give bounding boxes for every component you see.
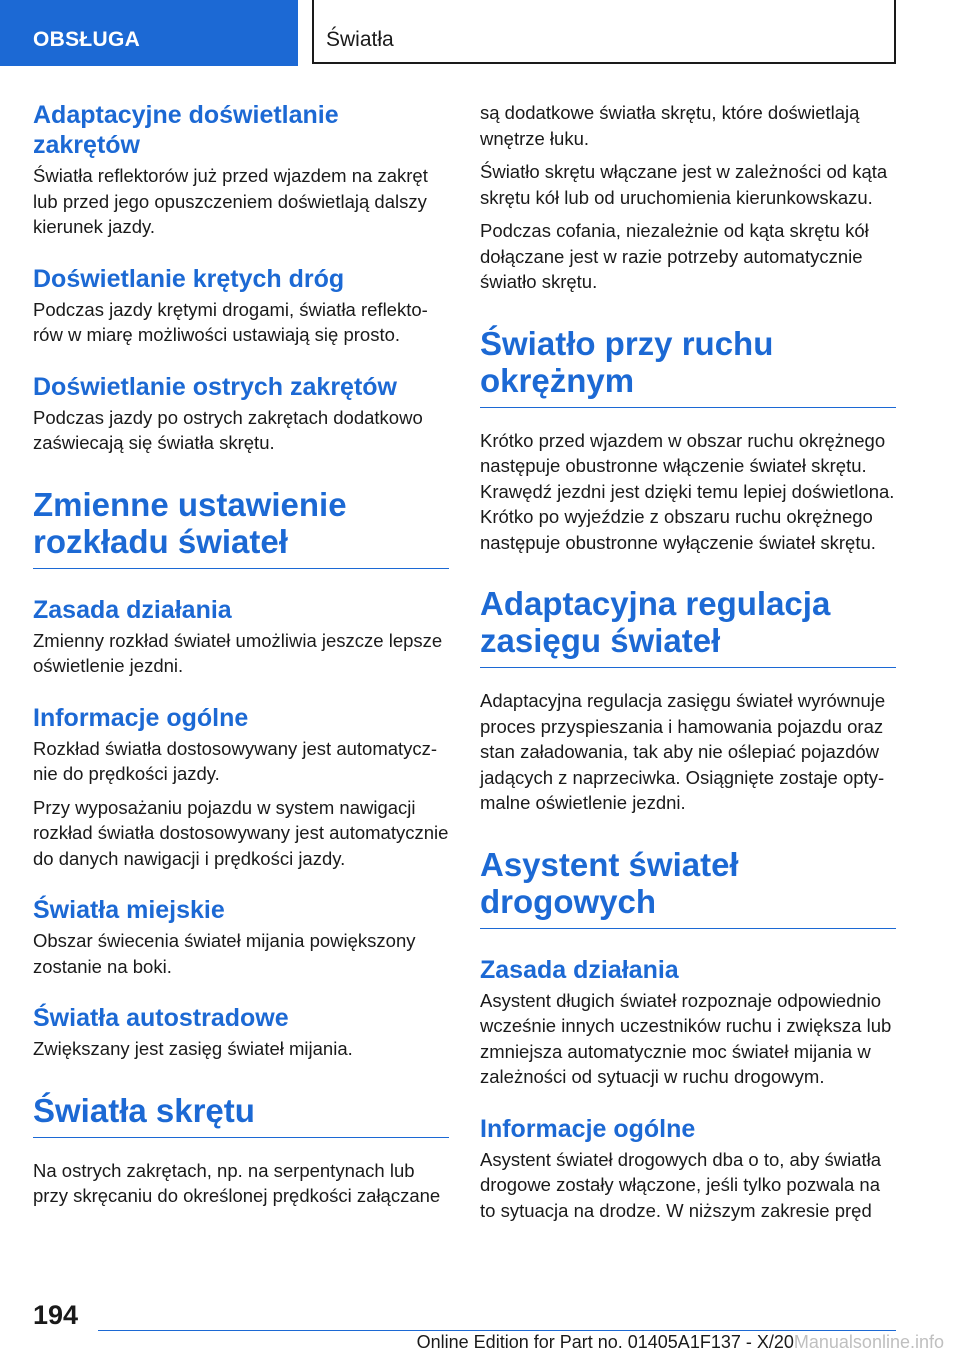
footer-divider [98, 1330, 896, 1331]
watermark-text: Manualsonline.info [793, 1332, 944, 1352]
heading-turn-lights: Światła skrętu [33, 1092, 449, 1138]
page-number: 194 [33, 1300, 79, 1330]
paragraph-headlight-range-control: Adaptacyjna regulacja zasięgu świateł wyrównuje proces przyspieszania i hamowania pojazdu oraz stan załadowania, tak aby nie oślepiać pojazdów jadących z naprzeciwka. Osiągnięte zostaje optymalne oświetlenie jezdni. [480, 690, 886, 813]
heading-winding-roads: Doświetlanie krętych dróg [33, 264, 345, 293]
heading-headlight-range-control: Adaptacyjna regulacja zasięgu świateł [480, 585, 896, 668]
section-header [312, 0, 896, 64]
chapter-title: OBSŁUGA [33, 28, 141, 51]
paragraph-turn-lights-cont-3: Podczas cofania, niezależnie od kąta skrętu kół dołączane jest w razie potrzeby automatycznie światło skrętu. [480, 220, 869, 292]
paragraph-general-right: Asystent świateł drogowych dba o to, aby światła drogowe zostały włączone, jeśli tylko pozwala na to sytuacja na drodze. W niższym zakresie pręd [480, 1148, 882, 1221]
paragraph-general-left-1: Rozkład światła dostosowywany jest automatycznie do prędkości jazdy. [33, 737, 438, 784]
paragraph-city-lights: Obszar świecenia świateł mijania powiększony zostanie na boki. [33, 930, 416, 977]
right-column [480, 100, 896, 1223]
paragraph-general-left-2: Przy wyposażaniu pojazdu w system nawigacji rozkład światła dostosowywany jest automatycznie do danych nawigacji i prędkości jazdy. [33, 796, 449, 869]
paragraph-roundabout-light: Krótko przed wjazdem w obszar ruchu okrężnego następuje obustronne włączenie świateł skrętu. Krawędź jezdni jest dzięki temu lepiej doświetlona. Krótko po wyjeździe z obszaru ruchu okrężnego następuje obustronne wyłączenie świateł skrętu. [480, 429, 895, 553]
heading-adaptive-cornering: Adaptacyjne doświetlanie zakrętów [33, 101, 339, 159]
edition-text: Online Edition for Part no. 01405A1F137 - X/20 [416, 1332, 794, 1352]
footer-edition [0, 1332, 960, 1362]
left-column [33, 100, 449, 1209]
heading-variable-light-distribution: Zmienne ustawienie rozkładu świateł [33, 486, 449, 569]
paragraph-turn-lights-cont-1: są dodatkowe światła skrętu, które doświetlają wnętrze łuku. [480, 102, 860, 149]
heading-highway-lights: Światła autostradowe [33, 1004, 289, 1032]
heading-sharp-bends: Doświetlanie ostrych zakrętów [33, 372, 398, 401]
heading-general-right: Informacje ogólne [480, 1114, 696, 1143]
paragraph-adaptive-cornering: Światła reflektorów już przed wjazdem na zakręt lub przed jego opuszczeniem doświetlają dalszy kierunek jazdy. [33, 165, 428, 237]
section-title: Światła [326, 28, 394, 51]
heading-roundabout-light: Światło przy ruchu okrężnym [480, 325, 896, 408]
chapter-tab [0, 0, 298, 66]
heading-city-lights: Światła miejskie [33, 896, 225, 924]
paragraph-winding-roads: Podczas jazdy krętymi drogami, światła reflektorów w miarę możliwości ustawiają się prosto. [33, 298, 428, 345]
heading-high-beam-assistant: Asystent świateł drogowych [480, 846, 896, 929]
paragraph-principle-right: Asystent długich świateł rozpoznaje odpowiednio wcześnie innych uczestników ruchu i zwiększa lub zmniejsza automatycznie moc świateł mijania w zależności od sytuacji w ruchu drogowym. [480, 989, 892, 1087]
heading-general-left: Informacje ogólne [33, 703, 249, 732]
paragraph-turn-lights-cont-2: Światło skrętu włączane jest w zależności od kąta skrętu kół lub od uruchomienia kierunkowskazu. [480, 161, 888, 208]
heading-principle-right: Zasada działania [480, 955, 679, 984]
paragraph-principle-left: Zmienny rozkład świateł umożliwia jeszcze lepsze oświetlenie jezdni. [33, 629, 443, 676]
paragraph-sharp-bends: Podczas jazdy po ostrych zakrętach dodatkowo zaświecają się światła skrętu. [33, 406, 423, 453]
heading-principle-left: Zasada działania [33, 595, 232, 624]
paragraph-turn-lights: Na ostrych zakrętach, np. na serpentynach lub przy skręcaniu do określonej prędkości załączane [33, 1159, 441, 1206]
paragraph-highway-lights: Zwiększany jest zasięg świateł mijania. [33, 1038, 353, 1059]
